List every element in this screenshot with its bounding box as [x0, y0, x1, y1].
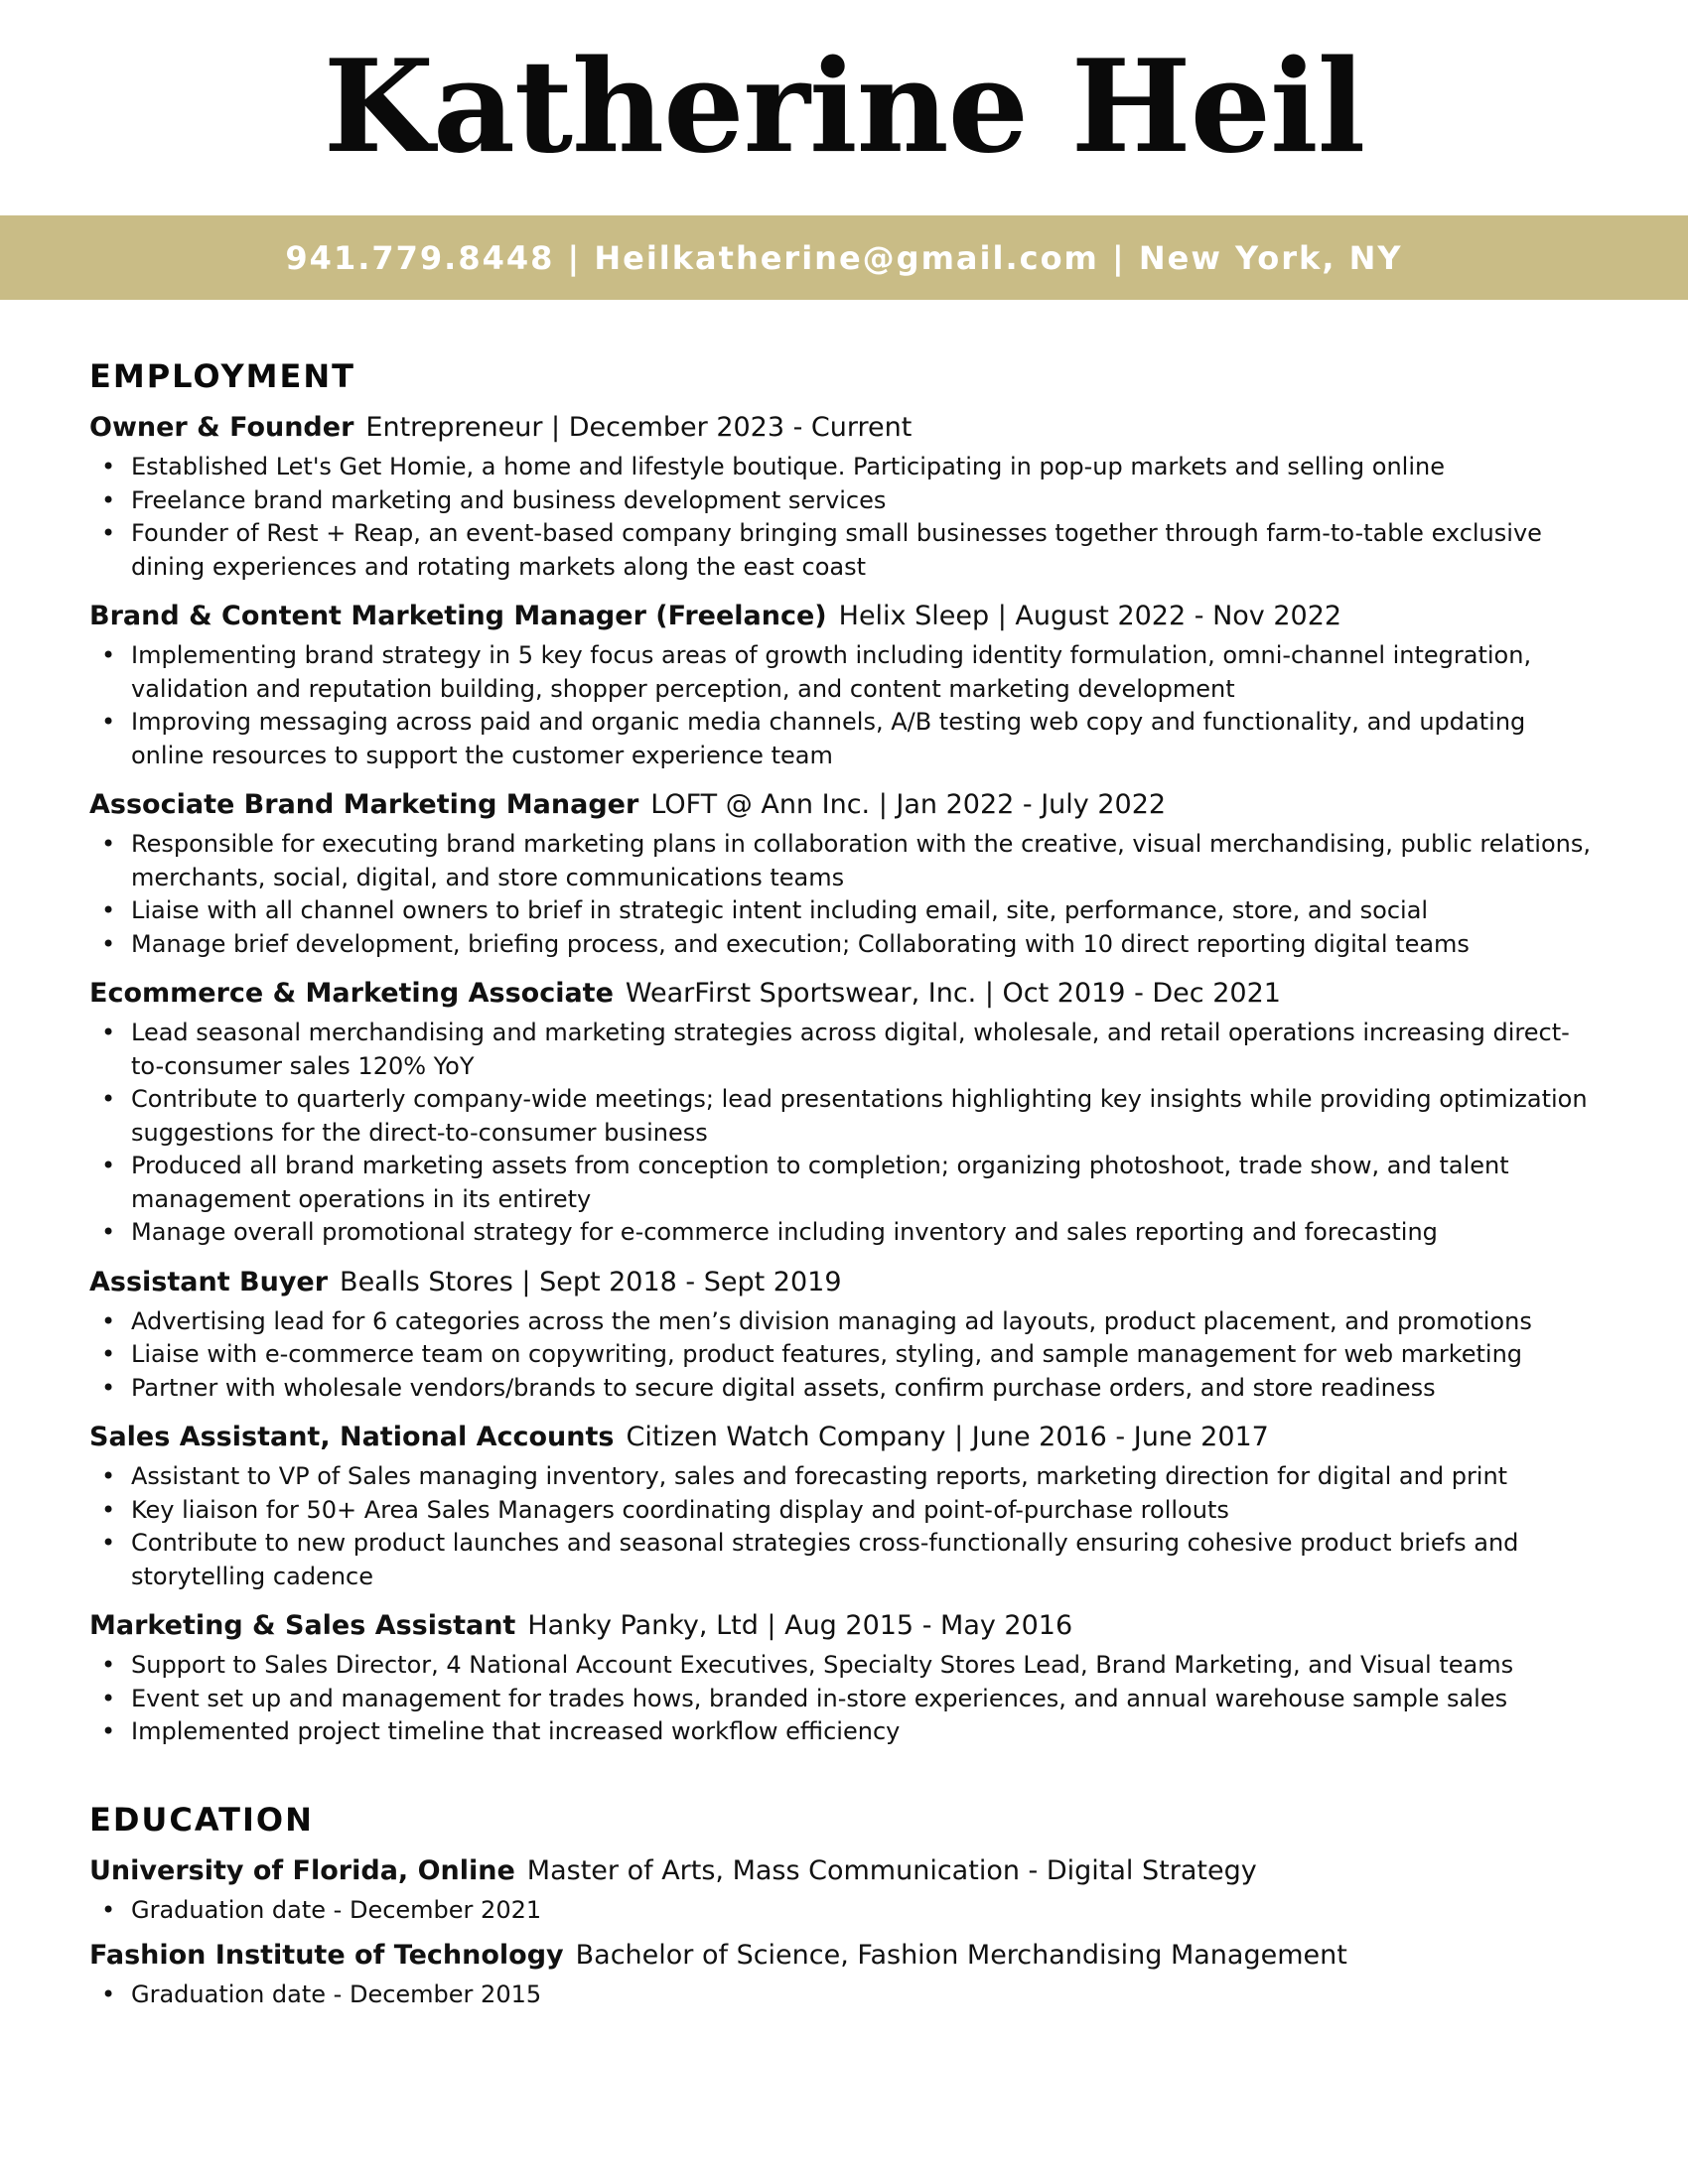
job-title: Assistant Buyer — [89, 1266, 329, 1297]
education-header — [89, 1937, 1599, 1975]
job-entry — [89, 975, 1599, 1250]
contact-info: 941.779.8448 | Heilkatherine@gmail.com | New York, NY — [285, 238, 1403, 277]
bullet-item: • Improving messaging across paid and organic media channels, A/B testing web copy and functionality, and updating online resources to support the customer experience team — [131, 706, 1599, 772]
job-company-dates: LOFT @ Ann Inc. | Jan 2022 - July 2022 — [650, 789, 1167, 820]
bullet-item: • Contribute to quarterly company-wide meetings; lead presentations highlighting key insights while providing optimization suggestions for the direct-to-consumer business — [131, 1083, 1599, 1150]
education-bullets — [89, 1894, 1599, 1928]
job-bullets — [89, 451, 1599, 584]
job-entry — [89, 598, 1599, 772]
education-list — [89, 1852, 1599, 2012]
resume-name: Katherine Heil — [323, 33, 1365, 182]
job-title: Owner & Founder — [89, 412, 354, 443]
education-section — [89, 1801, 1599, 2012]
job-entry — [89, 786, 1599, 961]
education-entry — [89, 1852, 1599, 1928]
bullet-item: • Liaise with all channel owners to brief in strategic intent including email, site, performance, store, and social — [131, 894, 1599, 928]
education-header — [89, 1852, 1599, 1890]
bullet-item: • Manage overall promotional strategy for e-commerce including inventory and sales reporting and forecasting — [131, 1216, 1599, 1250]
job-title: Brand & Content Marketing Manager (Freelance) — [89, 601, 827, 631]
job-company-dates: WearFirst Sportswear, Inc. | Oct 2019 - Dec 2021 — [625, 978, 1281, 1009]
job-header — [89, 975, 1599, 1013]
job-bullets — [89, 1649, 1599, 1749]
bullet-item: • Implemented project timeline that increased workflow efficiency — [131, 1715, 1599, 1749]
job-entry — [89, 1607, 1599, 1749]
job-header — [89, 1264, 1599, 1301]
resume-body — [89, 357, 1599, 2022]
school-name: University of Florida, Online — [89, 1854, 515, 1886]
job-entry — [89, 409, 1599, 584]
job-bullets — [89, 828, 1599, 961]
job-entry — [89, 1264, 1599, 1406]
bullet-item: • Graduation date - December 2021 — [131, 1894, 1599, 1928]
job-header — [89, 409, 1599, 447]
job-bullets — [89, 1305, 1599, 1406]
job-title: Sales Assistant, National Accounts — [89, 1422, 615, 1452]
education-entry — [89, 1937, 1599, 2012]
bullet-item: • Founder of Rest + Reap, an event-based company bringing small businesses together through farm-to-table exclusive dining experiences and rotating markets along the east coast — [131, 517, 1599, 584]
job-title: Associate Brand Marketing Manager — [89, 789, 639, 820]
bullet-item: • Advertising lead for 6 categories across the men’s division managing ad layouts, product placement, and promotions — [131, 1305, 1599, 1339]
job-bullets — [89, 1017, 1599, 1250]
job-company-dates: Entrepreneur | December 2023 - Current — [365, 412, 913, 443]
bullet-item: • Lead seasonal merchandising and marketing strategies across digital, wholesale, and retail operations increasing direct-to-consumer sales 120% YoY — [131, 1017, 1599, 1083]
job-company-dates: Bealls Stores | Sept 2018 - Sept 2019 — [340, 1266, 842, 1297]
bullet-item: • Established Let's Get Homie, a home and lifestyle boutique. Participating in pop-up markets and selling online — [131, 451, 1599, 484]
bullet-item: • Manage brief development, briefing process, and execution; Collaborating with 10 direct reporting digital teams — [131, 928, 1599, 962]
job-company-dates: Helix Sleep | August 2022 - Nov 2022 — [838, 601, 1342, 631]
job-entry — [89, 1419, 1599, 1593]
job-title: Marketing & Sales Assistant — [89, 1610, 516, 1641]
degree: Bachelor of Science, Fashion Merchandising Management — [575, 1940, 1347, 1971]
job-header — [89, 786, 1599, 824]
bullet-item: • Graduation date - December 2015 — [131, 1979, 1599, 2012]
school-name: Fashion Institute of Technology — [89, 1940, 564, 1971]
education-heading: EDUCATION — [89, 1800, 314, 1839]
job-header — [89, 1419, 1599, 1456]
bullet-item: • Produced all brand marketing assets from conception to completion; organizing photoshoot, trade show, and talent management operations in its entirety — [131, 1150, 1599, 1216]
bullet-item: • Support to Sales Director, 4 National Account Executives, Specialty Stores Lead, Brand Marketing, and Visual teams — [131, 1649, 1599, 1683]
bullet-item: • Key liaison for 50+ Area Sales Managers coordinating display and point-of-purchase rollouts — [131, 1494, 1599, 1528]
bullet-item: • Implementing brand strategy in 5 key focus areas of growth including identity formulation, omni-channel integration, validation and reputation building, shopper perception, and content marketing development — [131, 639, 1599, 706]
job-header — [89, 598, 1599, 635]
job-bullets — [89, 1460, 1599, 1593]
job-title: Ecommerce & Marketing Associate — [89, 978, 614, 1009]
employment-section — [89, 357, 1599, 1749]
job-company-dates: Hanky Panky, Ltd | Aug 2015 - May 2016 — [527, 1610, 1073, 1641]
jobs-list — [89, 409, 1599, 1749]
bullet-item: • Assistant to VP of Sales managing inventory, sales and forecasting reports, marketing direction for digital and print — [131, 1460, 1599, 1494]
bullet-item: • Liaise with e-commerce team on copywriting, product features, styling, and sample management for web marketing — [131, 1338, 1599, 1372]
job-bullets — [89, 639, 1599, 772]
bullet-item: • Event set up and management for trades hows, branded in-store experiences, and annual warehouse sample sales — [131, 1683, 1599, 1716]
education-bullets — [89, 1979, 1599, 2012]
bullet-item: • Contribute to new product launches and seasonal strategies cross-functionally ensuring cohesive product briefs and storytelling cadence — [131, 1527, 1599, 1593]
contact-band — [0, 215, 1688, 300]
degree: Master of Arts, Mass Communication - Digital Strategy — [526, 1854, 1257, 1886]
job-company-dates: Citizen Watch Company | June 2016 - June 2017 — [626, 1422, 1269, 1452]
job-header — [89, 1607, 1599, 1645]
bullet-item: • Responsible for executing brand marketing plans in collaboration with the creative, visual merchandising, public relations, merchants, social, digital, and store communications teams — [131, 828, 1599, 894]
employment-heading: EMPLOYMENT — [89, 357, 355, 395]
bullet-item: • Freelance brand marketing and business development services — [131, 484, 1599, 518]
bullet-item: • Partner with wholesale vendors/brands to secure digital assets, confirm purchase orders, and store readiness — [131, 1372, 1599, 1406]
